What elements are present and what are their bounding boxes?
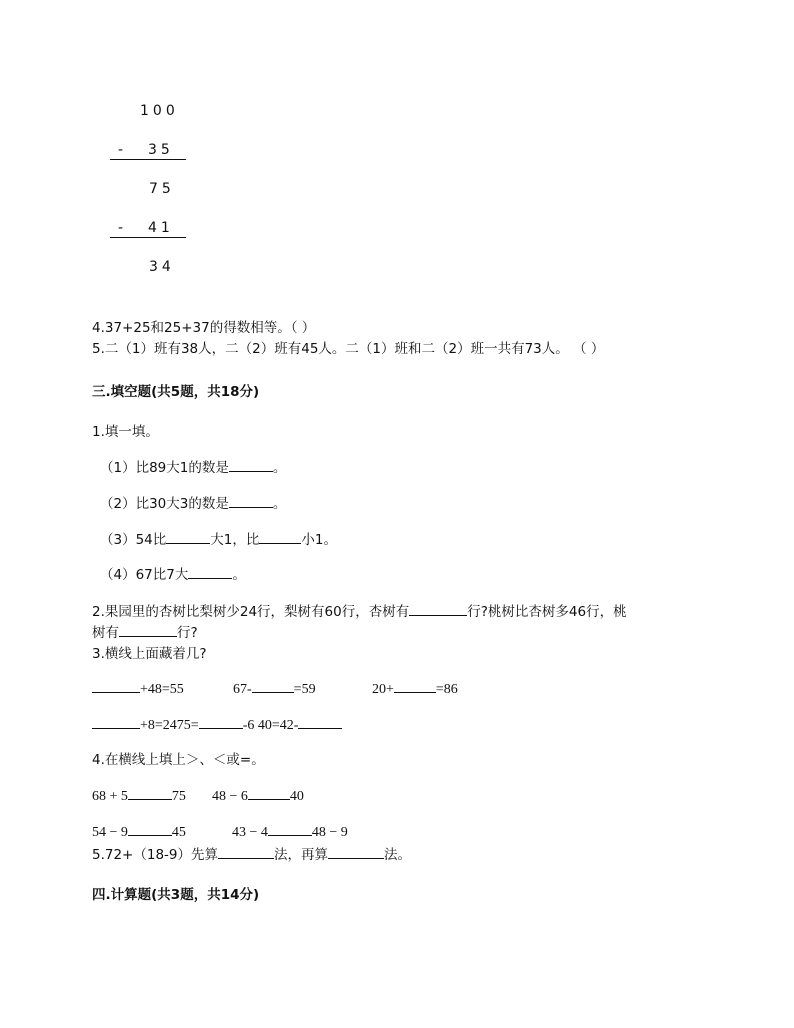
fill-q4-c-expr: 54 − 9: [92, 825, 128, 840]
fill-q1-d-end: 。: [232, 567, 246, 583]
fill-q3-a: +48=55: [140, 682, 184, 697]
fill-q1-d: [100, 563, 246, 583]
fill-q1-c-text: （3）54比: [100, 532, 167, 548]
fill-q4-c-rhs: 45: [171, 825, 186, 840]
answer-blank[interactable]: [252, 680, 294, 693]
fill-q4-b: [212, 787, 304, 805]
section-4-title: 四.计算题(共3题，共14分): [92, 887, 260, 903]
calc-minus-sign: -: [118, 142, 128, 158]
fill-q4-b-rhs: 40: [289, 789, 304, 804]
calc-row-1: 100: [140, 103, 179, 119]
answer-blank[interactable]: [218, 846, 274, 859]
answer-blank[interactable]: [394, 680, 436, 693]
fill-q2-text: 2.果园里的杏树比梨树少24行，梨树有60行，杏树有: [92, 604, 410, 620]
answer-blank[interactable]: [128, 823, 172, 836]
fill-q1-b-end: 。: [272, 496, 287, 512]
answer-blank[interactable]: [166, 531, 210, 544]
fill-q3-title: 3.横线上面藏着几?: [92, 646, 207, 662]
fill-q3-d: +8=2475=: [140, 718, 199, 733]
answer-blank[interactable]: [92, 680, 140, 693]
answer-blank[interactable]: [409, 603, 467, 616]
answer-blank[interactable]: [298, 716, 342, 729]
fill-q4-d-expr: 43 − 4: [232, 825, 268, 840]
fill-q1-c: [100, 528, 337, 548]
fill-q4-a: [92, 787, 186, 805]
section-3-title: 三.填空题(共5题，共18分): [92, 384, 260, 400]
fill-q1-c-mid1: 大1，比: [210, 532, 260, 548]
fill-q4-d-rhs: 48 − 9: [311, 825, 348, 840]
fill-q1-d-text: （4）67比7大: [100, 567, 189, 583]
calc-row-5: 34: [149, 259, 175, 275]
answer-blank[interactable]: [259, 531, 301, 544]
answer-blank[interactable]: [92, 716, 140, 729]
fill-q3-b-post: =59: [293, 682, 316, 697]
judge-question-5: 5.二（1）班有38人，二（2）班有45人。二（1）班和二（2）班一共有73人。 （ ）: [92, 341, 605, 357]
answer-blank[interactable]: [268, 823, 312, 836]
fill-q1-title: 1.填一填。: [92, 424, 159, 440]
fill-q3-e: -6 40=42-: [242, 718, 299, 733]
answer-blank[interactable]: [188, 566, 232, 579]
fill-q5-post: 法。: [384, 847, 412, 863]
fill-q3-c-pre: 20+: [372, 682, 394, 697]
answer-blank[interactable]: [248, 787, 290, 800]
calc-row-2: [110, 142, 186, 160]
judge-question-4: 4.37+25和25+37的得数相等。（ ）: [92, 320, 316, 336]
calc-minus-sign: -: [118, 220, 128, 236]
fill-q1-c-mid2: 小1。: [301, 532, 337, 548]
fill-q1-a: [100, 456, 286, 476]
fill-q5-mid: 法，再算: [274, 847, 329, 863]
fill-q3-b-pre: 67-: [233, 682, 252, 697]
fill-q5-pre: 5.72+（18-9）先算: [92, 847, 219, 863]
answer-blank[interactable]: [199, 716, 243, 729]
fill-q2-line1: [92, 600, 627, 620]
calc-subtrahend: 35: [148, 142, 174, 158]
fill-q3-c-post: =86: [435, 682, 458, 697]
fill-q4-c: [92, 823, 186, 841]
fill-q3-c: [372, 680, 458, 698]
fill-q4-title: 4.在横线上填上＞、＜或=。: [92, 752, 265, 768]
calc-subtrahend: 41: [148, 220, 174, 236]
fill-q4-b-expr: 48 − 6: [212, 789, 248, 804]
fill-q2-line2-text: 树有: [92, 625, 119, 641]
fill-q3-b: [233, 680, 316, 698]
fill-q2-text-cont: 行?桃树比杏树多46行，桃: [467, 604, 627, 620]
fill-q1-a-end: 。: [272, 460, 287, 476]
fill-q3-row2: [92, 716, 342, 734]
fill-q5: [92, 843, 411, 863]
answer-blank[interactable]: [128, 787, 172, 800]
fill-q4-a-rhs: 75: [171, 789, 186, 804]
fill-q1-b-text: （2）比30大3的数是: [100, 496, 229, 512]
fill-q4-a-expr: 68 + 5: [92, 789, 128, 804]
answer-blank[interactable]: [229, 495, 273, 508]
calc-row-3: 75: [149, 181, 175, 197]
calc-row-4: [110, 220, 186, 238]
answer-blank[interactable]: [119, 624, 177, 637]
fill-q1-a-text: （1）比89大1的数是: [100, 460, 229, 476]
answer-blank[interactable]: [328, 846, 384, 859]
fill-q2-line2: [92, 621, 198, 641]
fill-q4-d: [232, 823, 348, 841]
fill-q1-b: [100, 492, 286, 512]
answer-blank[interactable]: [229, 459, 273, 472]
fill-q3-row1: [92, 680, 184, 698]
fill-q2-line2-end: 行?: [177, 625, 198, 641]
